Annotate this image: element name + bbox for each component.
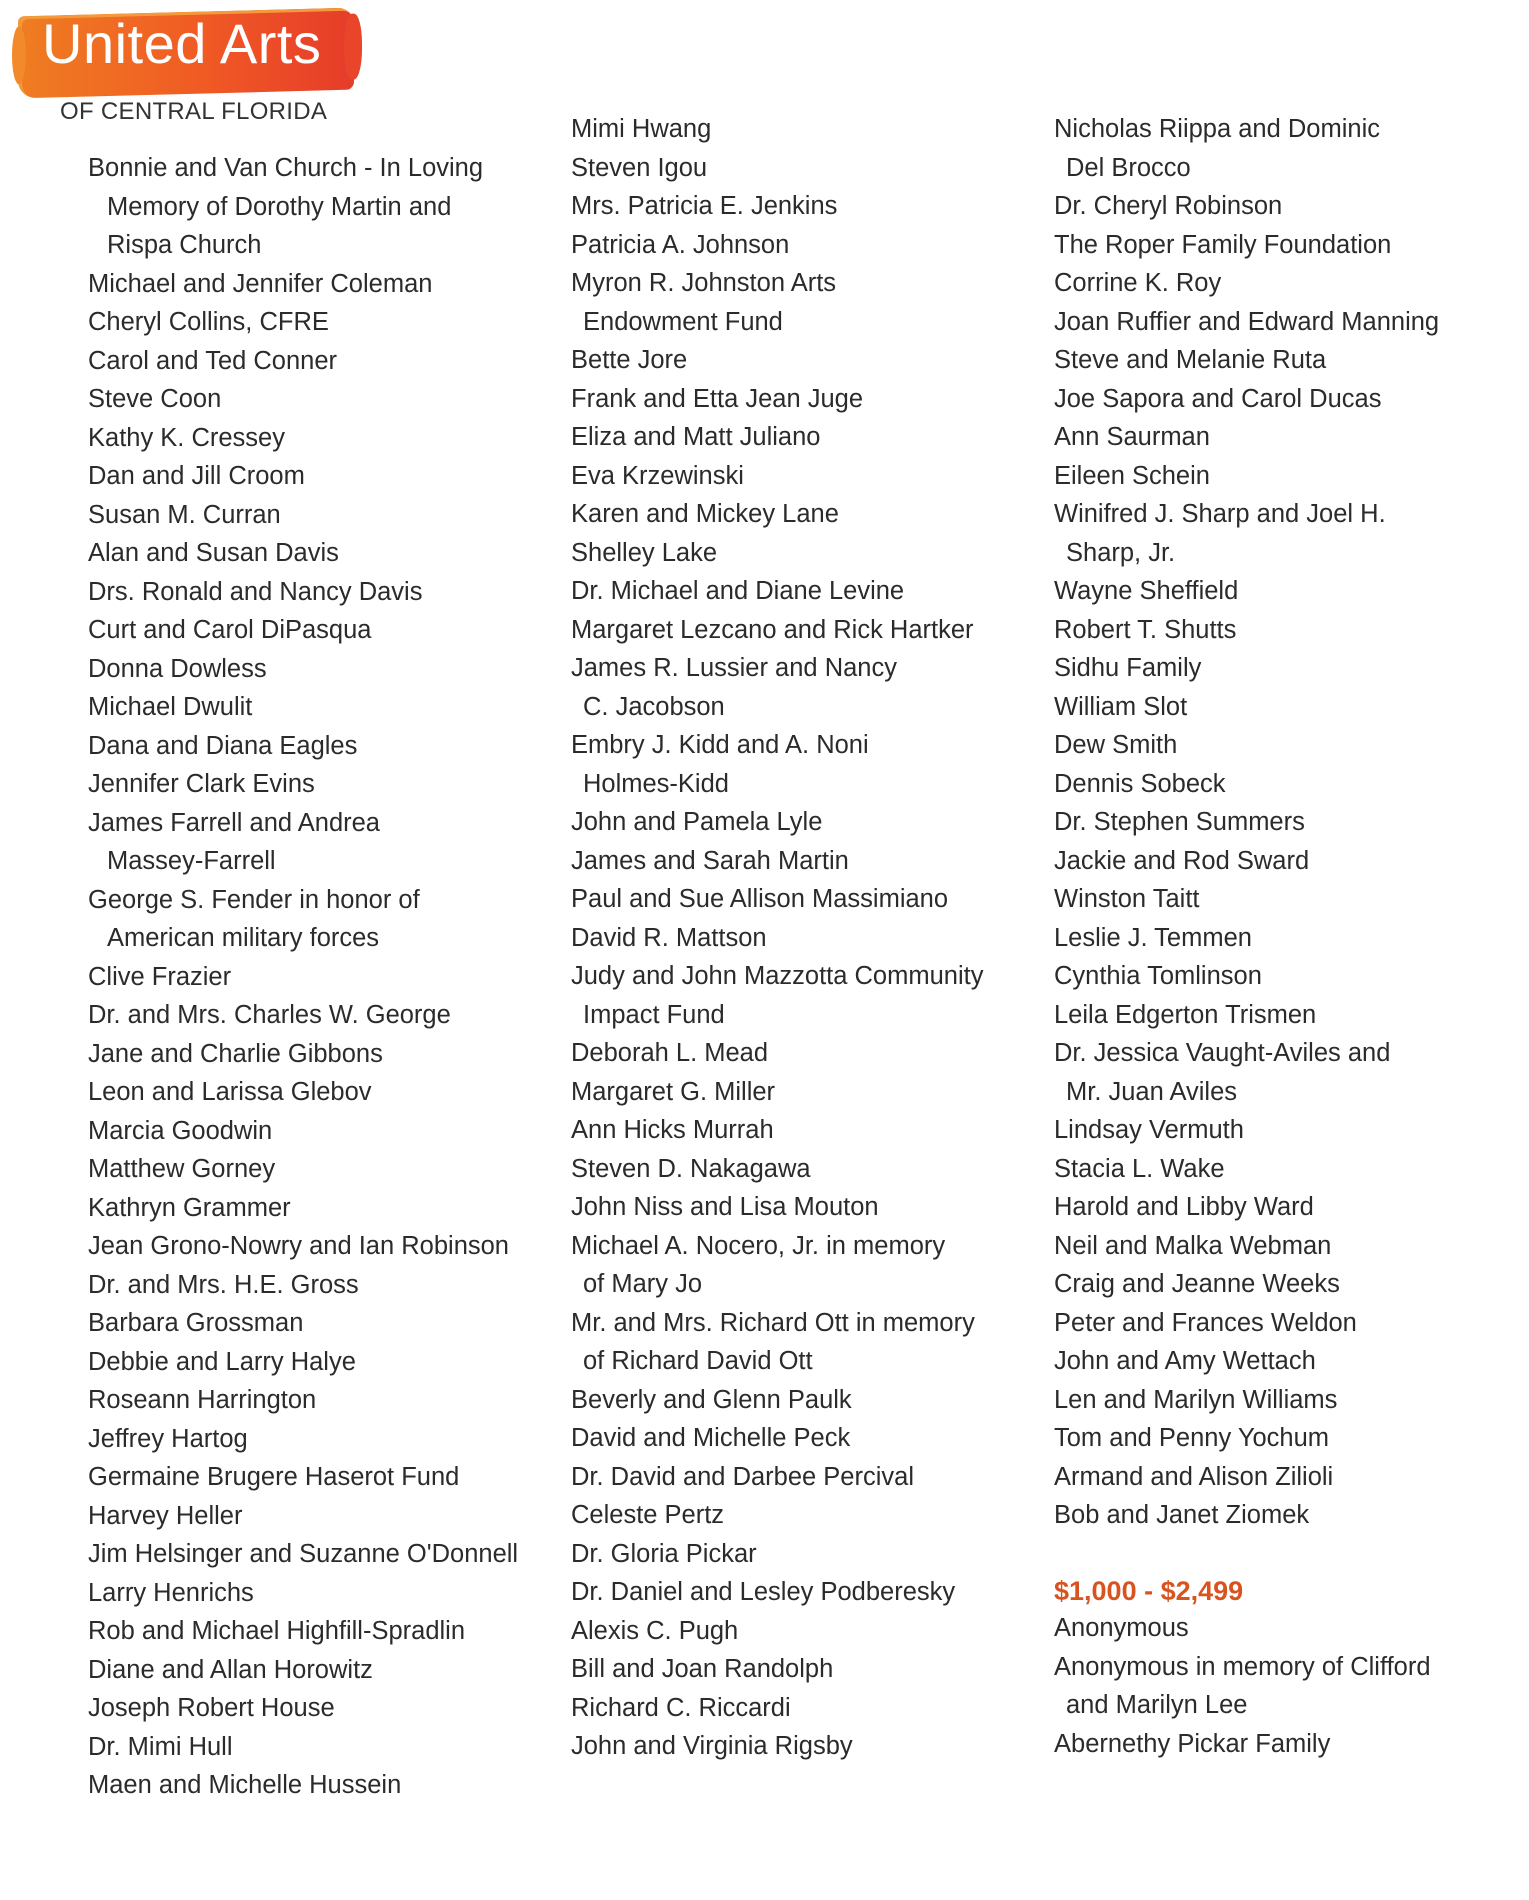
- donor-name: Dr. and Mrs. Charles W. George: [88, 1001, 451, 1029]
- donor-name: John Niss and Lisa Mouton: [571, 1193, 879, 1221]
- donor-entry: [571, 1612, 983, 1651]
- donor-entry: [1054, 842, 1439, 881]
- donor-name: Winifred J. Sharp and Joel H.: [1054, 500, 1386, 528]
- donor-name: Mrs. Patricia E. Jenkins: [571, 192, 838, 220]
- donor-entry: [571, 803, 983, 842]
- donor-entry: [88, 1689, 518, 1728]
- donor-name: Lindsay Vermuth: [1054, 1116, 1244, 1144]
- donor-entry: [1054, 187, 1439, 226]
- donor-entry: [1054, 765, 1439, 804]
- donor-entry: [1054, 380, 1439, 419]
- donor-entry: [571, 495, 983, 534]
- donor-name: Eileen Schein: [1054, 461, 1210, 490]
- donor-entry: [88, 1227, 518, 1266]
- donor-name: Rob and Michael Highfill-Spradlin: [88, 1617, 466, 1645]
- donor-entry: [88, 650, 518, 689]
- donor-name: Michael Dwulit: [88, 693, 253, 721]
- logo-subtitle: OF CENTRAL FLORIDA: [60, 98, 328, 125]
- donor-name: Len and Marilyn Williams: [1054, 1385, 1338, 1414]
- donor-name-continued: C. Jacobson: [583, 692, 725, 721]
- donor-entry: [571, 611, 983, 650]
- donor-name: Leila Edgerton Trismen: [1054, 1000, 1317, 1029]
- donor-entry: [1054, 1111, 1439, 1150]
- donor-entry: [88, 265, 518, 304]
- donor-entry: [88, 303, 518, 342]
- donor-entry: [88, 804, 518, 881]
- donor-name-continued: of Richard David Ott: [583, 1347, 813, 1375]
- donor-entry: [88, 1766, 518, 1805]
- donor-entry: [571, 1034, 983, 1073]
- donor-entry: [571, 1227, 983, 1304]
- donor-name: Roseann Harrington: [88, 1386, 317, 1414]
- donor-name: John and Pamela Lyle: [571, 808, 823, 836]
- donor-name: David R. Mattson: [571, 923, 767, 952]
- donor-entry: [571, 1535, 983, 1574]
- donor-name-continued: Holmes-Kidd: [583, 769, 729, 798]
- donor-name: Neil and Malka Webman: [1054, 1231, 1332, 1260]
- donor-entry: [88, 688, 518, 727]
- donor-name: Leon and Larissa Glebov: [88, 1078, 372, 1106]
- donor-entry: [1054, 1227, 1439, 1266]
- donor-name: Cheryl Collins, CFRE: [88, 308, 329, 336]
- donor-entry: [88, 1266, 518, 1305]
- donor-name-continued: Del Brocco: [1066, 153, 1191, 182]
- donor-name: Diane and Allan Horowitz: [88, 1655, 373, 1684]
- donor-entry: [571, 1419, 983, 1458]
- donor-name-continued: and Marilyn Lee: [1066, 1691, 1248, 1719]
- logo-wordmark: United Arts: [42, 12, 322, 75]
- donor-name: Bill and Joan Randolph: [571, 1655, 834, 1683]
- donor-entry: [571, 649, 983, 726]
- donor-name: Steve Coon: [88, 385, 222, 413]
- donor-column-2: [571, 110, 983, 1766]
- donor-name: Celeste Pertz: [571, 1501, 725, 1529]
- united-arts-logo: [14, 8, 364, 125]
- donor-name: Margaret G. Miller: [571, 1077, 776, 1106]
- donor-entry: [571, 187, 983, 226]
- donor-entry: [1054, 1304, 1439, 1343]
- donor-name-continued: Impact Fund: [583, 1000, 725, 1029]
- donor-name: Dana and Diana Eagles: [88, 731, 358, 760]
- donor-entry: [1054, 611, 1439, 650]
- donor-name: Winston Taitt: [1054, 885, 1200, 913]
- donor-entry: [571, 957, 983, 1034]
- donor-name: Dr. Jessica Vaught-Aviles and: [1054, 1039, 1391, 1067]
- donor-entry: [1054, 1609, 1439, 1648]
- donor-entry: [1054, 226, 1439, 265]
- donor-entry: [88, 342, 518, 381]
- donor-entry: [1054, 919, 1439, 958]
- donor-entry: [571, 1111, 983, 1150]
- donor-entry: [88, 380, 518, 419]
- donor-entry: [88, 1112, 518, 1151]
- donor-entry: [571, 880, 983, 919]
- donor-name: Beverly and Glenn Paulk: [571, 1385, 852, 1414]
- donor-entry: [1054, 457, 1439, 496]
- donor-name: George S. Fender in honor of: [88, 885, 420, 914]
- donor-name: Robert T. Shutts: [1054, 615, 1237, 644]
- donor-entry: [88, 1343, 518, 1382]
- donor-name: Michael A. Nocero, Jr. in memory: [571, 1231, 946, 1260]
- donor-name: Carol and Ted Conner: [88, 346, 338, 375]
- donor-name: Cynthia Tomlinson: [1054, 962, 1262, 990]
- donor-entry: [571, 1150, 983, 1189]
- donor-name: Nicholas Riippa and Dominic: [1054, 115, 1380, 143]
- donor-entry: [1054, 1725, 1439, 1764]
- donor-name: David and Michelle Peck: [571, 1424, 851, 1452]
- donor-entry: [571, 1458, 983, 1497]
- donor-name: Leslie J. Temmen: [1054, 923, 1252, 952]
- donor-name: Steven D. Nakagawa: [571, 1154, 811, 1183]
- donor-entry: [571, 418, 983, 457]
- donor-name: William Slot: [1054, 692, 1188, 721]
- donor-name: Jeffrey Hartog: [88, 1424, 248, 1453]
- donor-entry: [1054, 1188, 1439, 1227]
- donor-name: Dennis Sobeck: [1054, 769, 1226, 798]
- donor-entry: [571, 457, 983, 496]
- donor-name: Kathryn Grammer: [88, 1193, 291, 1222]
- donor-name: Kathy K. Cressey: [88, 423, 285, 452]
- donor-name: Myron R. Johnston Arts: [571, 269, 837, 297]
- donor-entry: [571, 1727, 983, 1766]
- donor-entry: [1054, 649, 1439, 688]
- donor-name: Dr. and Mrs. H.E. Gross: [88, 1270, 359, 1299]
- donor-entry: [88, 1574, 518, 1613]
- donor-entry: [571, 149, 983, 188]
- donor-entry: [1054, 418, 1439, 457]
- donor-name: Abernethy Pickar Family: [1054, 1729, 1331, 1758]
- donor-entry: [571, 1573, 983, 1612]
- donor-entry: [1054, 957, 1439, 996]
- donor-entry: [88, 1651, 518, 1690]
- donor-name: Ann Hicks Murrah: [571, 1116, 774, 1144]
- donor-entry: [1054, 803, 1439, 842]
- donor-name: Dr. Gloria Pickar: [571, 1539, 757, 1568]
- donor-name: Alexis C. Pugh: [571, 1616, 739, 1645]
- donor-entry: [1054, 264, 1439, 303]
- donor-name: Joseph Robert House: [88, 1694, 335, 1722]
- donor-name: Susan M. Curran: [88, 500, 281, 529]
- donor-entry: [1054, 1381, 1439, 1420]
- donor-entry: [88, 1458, 518, 1497]
- donor-name-continued: Sharp, Jr.: [1066, 538, 1176, 567]
- donor-name: Mr. and Mrs. Richard Ott in memory: [571, 1308, 975, 1337]
- donor-name: Peter and Frances Weldon: [1054, 1308, 1357, 1337]
- donor-name: Anonymous: [1054, 1614, 1189, 1642]
- donor-entry: [88, 1612, 518, 1651]
- donor-name: John and Virginia Rigsby: [571, 1732, 853, 1760]
- donor-name: Corrine K. Roy: [1054, 269, 1222, 297]
- donor-name: Clive Frazier: [88, 962, 232, 991]
- donor-name-continued: Mr. Juan Aviles: [1066, 1077, 1238, 1106]
- donor-name: Dr. Daniel and Lesley Podberesky: [571, 1578, 956, 1606]
- section-spacer: [1054, 1535, 1439, 1574]
- donor-entry: [1054, 880, 1439, 919]
- donor-column-3: [1054, 110, 1439, 1763]
- donor-name: Jackie and Rod Sward: [1054, 846, 1310, 875]
- donor-name: Dr. Michael and Diane Levine: [571, 577, 905, 605]
- donor-entry: [88, 457, 518, 496]
- donor-entry: [1054, 726, 1439, 765]
- donor-name-continued: Endowment Fund: [583, 307, 783, 336]
- donor-entry: [1054, 1150, 1439, 1189]
- donor-entry: [1054, 1458, 1439, 1497]
- donor-entry: [1054, 110, 1439, 187]
- donor-name: Harvey Heller: [88, 1501, 243, 1530]
- donor-entry: [88, 1073, 518, 1112]
- donor-name: Dan and Jill Croom: [88, 462, 305, 490]
- donor-entry: [88, 1304, 518, 1343]
- donor-entry: [571, 1304, 983, 1381]
- donor-entry: [88, 419, 518, 458]
- donor-entry: [571, 226, 983, 265]
- donor-entry: [1054, 303, 1439, 342]
- donor-name: Steven Igou: [571, 153, 708, 182]
- donor-entry: [88, 611, 518, 650]
- donor-name: Craig and Jeanne Weeks: [1054, 1270, 1340, 1298]
- donor-name: Larry Henrichs: [88, 1578, 254, 1607]
- donor-entry: [88, 958, 518, 997]
- donor-name-continued: Rispa Church: [107, 231, 262, 259]
- donor-name: Germaine Brugere Haserot Fund: [88, 1463, 460, 1491]
- donor-name: James and Sarah Martin: [571, 846, 849, 875]
- donor-name: Sidhu Family: [1054, 654, 1202, 682]
- donor-entry: [88, 996, 518, 1035]
- donor-name: Dr. Mimi Hull: [88, 1732, 233, 1761]
- donor-entry: [1054, 688, 1439, 727]
- donor-entry: [571, 1188, 983, 1227]
- donor-name: Drs. Ronald and Nancy Davis: [88, 577, 423, 606]
- donor-name: Bob and Janet Ziomek: [1054, 1501, 1310, 1529]
- donor-entry: [571, 1650, 983, 1689]
- donor-name: Margaret Lezcano and Rick Hartker: [571, 615, 974, 644]
- donor-name: Alan and Susan Davis: [88, 539, 339, 567]
- donor-entry: [571, 842, 983, 881]
- donor-name: John and Amy Wettach: [1054, 1347, 1316, 1375]
- donor-name: Eliza and Matt Juliano: [571, 423, 821, 451]
- donor-entry: [88, 727, 518, 766]
- donor-name: Judy and John Mazzotta Community: [571, 962, 984, 990]
- donor-entry: [571, 341, 983, 380]
- donor-name: Jim Helsinger and Suzanne O'Donnell: [88, 1540, 519, 1568]
- donor-entry: [571, 572, 983, 611]
- donor-name: Embry J. Kidd and A. Noni: [571, 731, 869, 759]
- donor-name-continued: Memory of Dorothy Martin and: [107, 192, 452, 221]
- donor-entry: [571, 1689, 983, 1728]
- giving-tier: [1054, 1573, 1439, 1609]
- donor-name: Armand and Alison Zilioli: [1054, 1462, 1334, 1491]
- donor-entry: [1054, 1648, 1439, 1725]
- donor-name: Bonnie and Van Church - In Loving: [88, 154, 484, 182]
- donor-name-continued: of Mary Jo: [583, 1270, 703, 1298]
- donor-name: Wayne Sheffield: [1054, 577, 1239, 605]
- donor-entry: [88, 149, 518, 265]
- donor-name: Curt and Carol DiPasqua: [88, 616, 372, 644]
- donor-name: Joan Ruffier and Edward Manning: [1054, 307, 1440, 336]
- donor-name: Deborah L. Mead: [571, 1039, 769, 1067]
- donor-name: Debbie and Larry Halye: [88, 1347, 356, 1376]
- donor-name: James R. Lussier and Nancy: [571, 654, 897, 682]
- donor-entry: [571, 380, 983, 419]
- donor-entry: [571, 1073, 983, 1112]
- donor-name: Maen and Michelle Hussein: [88, 1771, 402, 1799]
- donor-entry: [88, 1381, 518, 1420]
- donor-name: Michael and Jennifer Coleman: [88, 269, 433, 298]
- donor-entry: [88, 1420, 518, 1459]
- donor-entry: [571, 919, 983, 958]
- donor-name: Jane and Charlie Gibbons: [88, 1039, 383, 1068]
- donor-entry: [1054, 572, 1439, 611]
- donor-entry: [1054, 341, 1439, 380]
- donor-name: Bette Jore: [571, 346, 688, 374]
- donor-name: Jean Grono-Nowry and Ian Robinson: [88, 1232, 509, 1260]
- donor-entry: [1054, 1265, 1439, 1304]
- donor-entry: [88, 573, 518, 612]
- donor-name: Dew Smith: [1054, 731, 1178, 759]
- donor-entry: [88, 1035, 518, 1074]
- donor-name-continued: Massey-Farrell: [107, 847, 276, 875]
- donor-entry: [1054, 1496, 1439, 1535]
- donor-entry: [1054, 1419, 1439, 1458]
- donor-name: Stacia L. Wake: [1054, 1154, 1225, 1183]
- donor-name: Mimi Hwang: [571, 115, 712, 143]
- donor-name: Paul and Sue Allison Massimiano: [571, 885, 949, 913]
- donor-name: Anonymous in memory of Clifford: [1054, 1652, 1431, 1681]
- donor-entry: [571, 726, 983, 803]
- donor-entry: [88, 1497, 518, 1536]
- donor-name: Marcia Goodwin: [88, 1116, 273, 1145]
- donor-entry: [88, 765, 518, 804]
- donor-name: Matthew Gorney: [88, 1155, 276, 1183]
- donor-entry: [88, 534, 518, 573]
- donor-entry: [1054, 1034, 1439, 1111]
- donor-entry: [88, 1150, 518, 1189]
- donor-entry: [571, 534, 983, 573]
- donor-entry: [571, 1496, 983, 1535]
- donor-entry: [1054, 996, 1439, 1035]
- donor-name-continued: American military forces: [107, 924, 380, 952]
- donor-name: Frank and Etta Jean Juge: [571, 384, 864, 413]
- donor-entry: [1054, 1342, 1439, 1381]
- donor-column-1: [88, 149, 518, 1805]
- donor-entry: [88, 1535, 518, 1574]
- donor-name: The Roper Family Foundation: [1054, 230, 1392, 259]
- giving-tier-heading: $1,000 - $2,499: [1054, 1576, 1244, 1606]
- donor-name: Dr. Stephen Summers: [1054, 808, 1305, 836]
- donor-entry: [1054, 495, 1439, 572]
- donor-name: Joe Sapora and Carol Ducas: [1054, 384, 1382, 413]
- donor-entry: [88, 1728, 518, 1767]
- donor-name: James Farrell and Andrea: [88, 808, 380, 837]
- donor-name: Harold and Libby Ward: [1054, 1193, 1314, 1221]
- donor-entry: [88, 1189, 518, 1228]
- donor-name: Barbara Grossman: [88, 1309, 304, 1337]
- donor-entry: [571, 264, 983, 341]
- donor-entry: [571, 1381, 983, 1420]
- donor-entry: [88, 496, 518, 535]
- donor-name: Tom and Penny Yochum: [1054, 1424, 1330, 1452]
- donor-name: Ann Saurman: [1054, 423, 1210, 451]
- donor-entry: [571, 110, 983, 149]
- donor-entry: [88, 881, 518, 958]
- donor-name: Karen and Mickey Lane: [571, 500, 839, 528]
- donor-name: Eva Krzewinski: [571, 461, 744, 490]
- donor-name: Steve and Melanie Ruta: [1054, 346, 1327, 374]
- donor-name: Patricia A. Johnson: [571, 230, 790, 259]
- donor-name: Dr. David and Darbee Percival: [571, 1462, 914, 1491]
- donor-name: Dr. Cheryl Robinson: [1054, 192, 1283, 220]
- donor-name: Shelley Lake: [571, 538, 718, 567]
- donor-name: Donna Dowless: [88, 654, 267, 683]
- donor-name: Jennifer Clark Evins: [88, 770, 315, 798]
- donor-name: Richard C. Riccardi: [571, 1693, 791, 1722]
